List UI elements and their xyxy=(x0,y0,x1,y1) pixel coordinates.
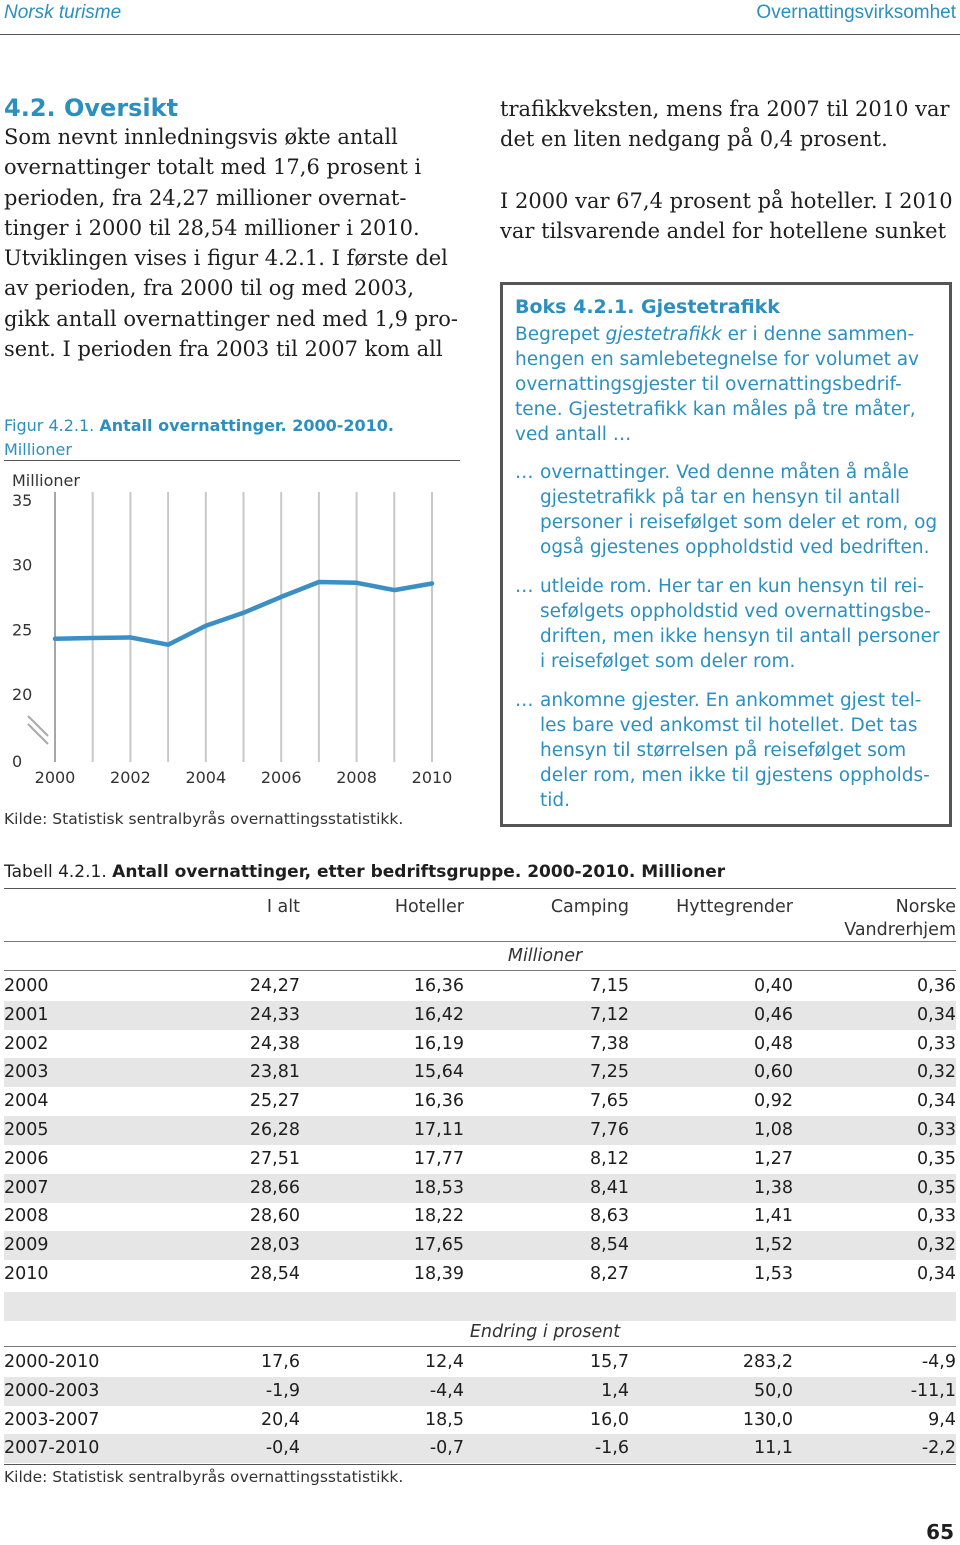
cell-hoteller: 12,4 xyxy=(425,1352,464,1372)
cell-i-alt: 28,66 xyxy=(249,1177,300,1198)
cell-hyttegrender: 11,1 xyxy=(754,1438,793,1459)
table-row xyxy=(4,1231,956,1260)
cell-i-alt: 24,38 xyxy=(249,1033,300,1054)
row-label: 2001 xyxy=(4,1004,49,1025)
figure-title-text: Antall overnattinger. 2000-2010. xyxy=(99,416,394,435)
cell-camping: 7,38 xyxy=(590,1033,629,1054)
row-label: 2003-2007 xyxy=(4,1409,100,1430)
cell-vandrerhjem: 0,36 xyxy=(917,976,956,996)
cell-hoteller: 18,53 xyxy=(413,1177,464,1198)
table-spacer-row xyxy=(4,1292,956,1321)
table-label: Tabell 4.2.1. xyxy=(4,862,107,882)
cell-camping: 8,27 xyxy=(590,1264,629,1284)
cell-camping: 8,54 xyxy=(590,1235,629,1256)
figure-title-line2: Millioner xyxy=(4,440,72,459)
table-row xyxy=(4,1030,956,1059)
col-head-i-alt: I alt xyxy=(266,897,300,917)
row-label: 2005 xyxy=(4,1120,49,1140)
cell-camping: 7,12 xyxy=(590,1004,629,1025)
box-item-text: overnattinger. Ved denne måten å måle gjestetrafikk på tar en hensyn til antall personer i reisefølget som deler et rom, og også gjestenes oppholdstid ved bedriften. xyxy=(540,462,938,558)
cell-hyttegrender: 1,52 xyxy=(754,1235,793,1256)
cell-camping: 7,65 xyxy=(590,1091,629,1112)
cell-camping: 8,41 xyxy=(590,1177,629,1198)
x-tick-label: 2000 xyxy=(34,768,76,787)
cell-vandrerhjem: 0,35 xyxy=(917,1177,956,1198)
y-tick-label: 30 xyxy=(12,555,33,575)
figure-source: Kilde: Statistisk sentralbyrås overnattingsstatistikk. xyxy=(4,810,404,828)
cell-hoteller: 16,42 xyxy=(413,1004,464,1025)
table-row xyxy=(4,1145,956,1174)
cell-vandrerhjem: 0,33 xyxy=(917,1033,956,1054)
cell-hyttegrender: 0,40 xyxy=(754,976,793,996)
box-item-utleide-rom xyxy=(515,574,945,672)
header-rule xyxy=(0,34,960,35)
x-tick-label: 2002 xyxy=(110,768,151,787)
line-chart xyxy=(0,462,470,802)
cell-hoteller: 18,5 xyxy=(425,1409,464,1430)
table-row xyxy=(4,972,956,1001)
cell-hyttegrender: 0,60 xyxy=(754,1062,793,1083)
cell-camping: 7,76 xyxy=(590,1120,629,1140)
cell-i-alt: 17,6 xyxy=(261,1352,300,1372)
cell-vandrerhjem: -2,2 xyxy=(921,1438,956,1459)
row-label: 2003 xyxy=(4,1062,49,1083)
cell-hyttegrender: 1,53 xyxy=(754,1264,793,1284)
col-head-hyttegrender: Hyttegrender xyxy=(676,897,793,917)
cell-hoteller: 17,11 xyxy=(413,1120,464,1140)
table-row xyxy=(4,1087,956,1116)
body-text-left: Som nevnt innledningsvis økte antall overnattinger totalt med 17,6 prosent i perioden, fra 24,27 millioner overnat- tinger i 2000 til 28,54 millioner i 2010. Utviklingen vises i figur 4.2.1. I første del av perioden, fra 2000 til og med 2003, gikk antall overnattinger ned med 1,9 pro- sent. I perioden fra 2003 til 2007 kom all xyxy=(4,125,458,362)
table-row xyxy=(4,1202,956,1231)
cell-camping: 16,0 xyxy=(590,1409,629,1430)
cell-i-alt: -0,4 xyxy=(265,1438,300,1459)
col-head-hoteller: Hoteller xyxy=(394,897,464,917)
cell-camping: 7,25 xyxy=(590,1062,629,1083)
change-row xyxy=(4,1348,956,1377)
figure-label: Figur 4.2.1. xyxy=(4,416,95,435)
col-head-camping: Camping xyxy=(550,897,629,917)
cell-i-alt: 20,4 xyxy=(261,1409,300,1430)
cell-i-alt: 24,27 xyxy=(249,976,300,996)
x-tick-label: 2010 xyxy=(411,768,453,787)
table-row xyxy=(4,1001,956,1030)
col-head-vandrerhjem: Norske Vandrerhjem xyxy=(844,897,956,940)
box-item-ellipsis: … xyxy=(515,462,534,483)
cell-vandrerhjem: 0,32 xyxy=(917,1235,956,1256)
y-tick-label: 0 xyxy=(12,752,23,771)
cell-vandrerhjem: 9,4 xyxy=(928,1409,956,1430)
page-number: 65 xyxy=(926,1520,954,1544)
box-intro-post: er i denne sammen- hengen en samlebetegnelse for volumet av overnattingsgjester til overnattingsbedrif- tene. Gjestetrafikk kan måles på tre måter, ved antall … xyxy=(515,324,919,445)
change-row xyxy=(4,1434,956,1463)
table-row xyxy=(4,1116,956,1145)
cell-camping: 1,4 xyxy=(601,1380,629,1401)
cell-hoteller: -0,7 xyxy=(429,1438,464,1459)
cell-hyttegrender: 130,0 xyxy=(742,1409,793,1430)
cell-i-alt: 28,60 xyxy=(249,1206,300,1227)
y-tick-label: 25 xyxy=(12,620,33,640)
cell-hyttegrender: 1,41 xyxy=(754,1206,793,1227)
body-text-right-1: trafikkveksten, mens fra 2007 til 2010 var det en liten nedgang på 0,4 prosent. xyxy=(500,97,950,152)
cell-vandrerhjem: 0,34 xyxy=(917,1264,956,1284)
row-label: 2010 xyxy=(4,1264,49,1284)
figure-rule xyxy=(4,460,460,461)
cell-hyttegrender: 0,92 xyxy=(754,1091,793,1112)
y-tick-label: 35 xyxy=(12,491,33,510)
cell-hyttegrender: 1,38 xyxy=(754,1177,793,1198)
cell-hoteller: 16,36 xyxy=(413,976,464,996)
cell-vandrerhjem: 0,32 xyxy=(917,1062,956,1083)
cell-i-alt: 26,28 xyxy=(249,1120,300,1140)
row-label: 2007 xyxy=(4,1177,49,1198)
cell-i-alt: 24,33 xyxy=(249,1004,300,1025)
cell-vandrerhjem: 0,33 xyxy=(917,1120,956,1140)
y-tick-label: 20 xyxy=(12,685,33,704)
table-row xyxy=(4,1260,956,1289)
cell-hyttegrender: 283,2 xyxy=(742,1352,793,1372)
cell-vandrerhjem: 0,35 xyxy=(917,1148,956,1169)
cell-camping: 15,7 xyxy=(590,1352,629,1372)
section-title: 4.2. Oversikt xyxy=(4,94,179,122)
y-axis-label: Millioner xyxy=(12,471,80,490)
table-top-rule xyxy=(4,888,956,889)
x-tick-label: 2004 xyxy=(185,768,227,787)
cell-vandrerhjem: 0,33 xyxy=(917,1206,956,1227)
box-item-ankomne-gjester xyxy=(515,688,945,811)
change-subheader-rule xyxy=(4,1346,956,1347)
row-label: 2000-2003 xyxy=(4,1380,100,1401)
row-label: 2002 xyxy=(4,1033,49,1054)
x-tick-label: 2008 xyxy=(336,768,377,787)
change-row xyxy=(4,1377,956,1406)
cell-hoteller: 17,65 xyxy=(413,1235,464,1256)
row-label: 2007-2010 xyxy=(4,1438,100,1459)
figure-title xyxy=(4,414,394,462)
cell-hyttegrender: 1,08 xyxy=(754,1120,793,1140)
table-header-rule xyxy=(4,941,956,942)
running-header-right: Overnattingsvirksomhet xyxy=(756,2,956,23)
cell-hoteller: 18,39 xyxy=(413,1264,464,1284)
cell-i-alt: 28,03 xyxy=(249,1235,300,1256)
table-row xyxy=(4,1058,956,1087)
cell-camping: -1,6 xyxy=(594,1438,629,1459)
change-row xyxy=(4,1406,956,1435)
cell-hoteller: -4,4 xyxy=(429,1380,464,1401)
cell-i-alt: -1,9 xyxy=(265,1380,300,1401)
cell-hoteller: 18,22 xyxy=(413,1206,464,1227)
cell-vandrerhjem: 0,34 xyxy=(917,1091,956,1112)
table-bottom-rule xyxy=(4,1464,956,1465)
table-title xyxy=(4,862,725,882)
row-label: 2000-2010 xyxy=(4,1352,100,1372)
box-item-text: ankomne gjester. En ankommet gjest tel- les bare ved ankomst til hotellet. Det tas hensyn til størrelsen på reisefølget som deler rom, men ikke til gjestens oppholds- tid. xyxy=(540,690,930,811)
unit-subheader: Millioner xyxy=(507,946,583,966)
cell-i-alt: 25,27 xyxy=(249,1091,300,1112)
cell-vandrerhjem: 0,34 xyxy=(917,1004,956,1025)
cell-camping: 7,15 xyxy=(590,976,629,996)
row-label: 2009 xyxy=(4,1235,49,1256)
cell-hyttegrender: 1,27 xyxy=(754,1148,793,1169)
x-tick-label: 2006 xyxy=(260,768,302,787)
row-label: 2008 xyxy=(4,1206,49,1227)
box-item-ellipsis: … xyxy=(515,576,534,597)
box-item-overnattinger xyxy=(515,460,945,558)
box-item-text: utleide rom. Her tar en kun hensyn til rei- sefølgets oppholdstid ved overnattingsbe- driften, men ikke hensyn til antall personer i reisefølget som deler rom. xyxy=(540,576,940,672)
cell-camping: 8,12 xyxy=(590,1148,629,1169)
cell-hyttegrender: 0,46 xyxy=(754,1004,793,1025)
row-label: 2000 xyxy=(4,976,49,996)
cell-hoteller: 15,64 xyxy=(413,1062,464,1083)
box-intro xyxy=(515,322,945,447)
change-subheader: Endring i prosent xyxy=(469,1322,621,1342)
body-text-right-2: I 2000 var 67,4 prosent på hoteller. I 2010 var tilsvarende andel for hotellene sunket xyxy=(500,189,953,244)
cell-hoteller: 16,19 xyxy=(413,1033,464,1054)
cell-vandrerhjem: -4,9 xyxy=(921,1352,956,1372)
box-intro-term: gjestetrafikk xyxy=(605,324,722,345)
box-title: Boks 4.2.1. Gjestetrafikk xyxy=(515,296,780,318)
cell-i-alt: 27,51 xyxy=(249,1148,300,1169)
table-subheader-rule xyxy=(4,970,956,971)
table-source: Kilde: Statistisk sentralbyrås overnattingsstatistikk. xyxy=(4,1468,404,1486)
cell-vandrerhjem: -11,1 xyxy=(910,1380,956,1401)
cell-hoteller: 16,36 xyxy=(413,1091,464,1112)
box-intro-pre: Begrepet xyxy=(515,324,606,345)
row-label: 2004 xyxy=(4,1091,49,1112)
cell-i-alt: 23,81 xyxy=(249,1062,300,1083)
table-row xyxy=(4,1174,956,1203)
row-label: 2006 xyxy=(4,1148,49,1169)
running-header-left: Norsk turisme xyxy=(4,2,122,23)
cell-hoteller: 17,77 xyxy=(413,1148,464,1169)
cell-hyttegrender: 50,0 xyxy=(754,1380,793,1401)
box-item-ellipsis: … xyxy=(515,690,534,711)
cell-hyttegrender: 0,48 xyxy=(754,1033,793,1054)
table-title-text: Antall overnattinger, etter bedriftsgruppe. 2000-2010. Millioner xyxy=(112,862,726,882)
cell-camping: 8,63 xyxy=(590,1206,629,1227)
cell-i-alt: 28,54 xyxy=(249,1264,300,1284)
